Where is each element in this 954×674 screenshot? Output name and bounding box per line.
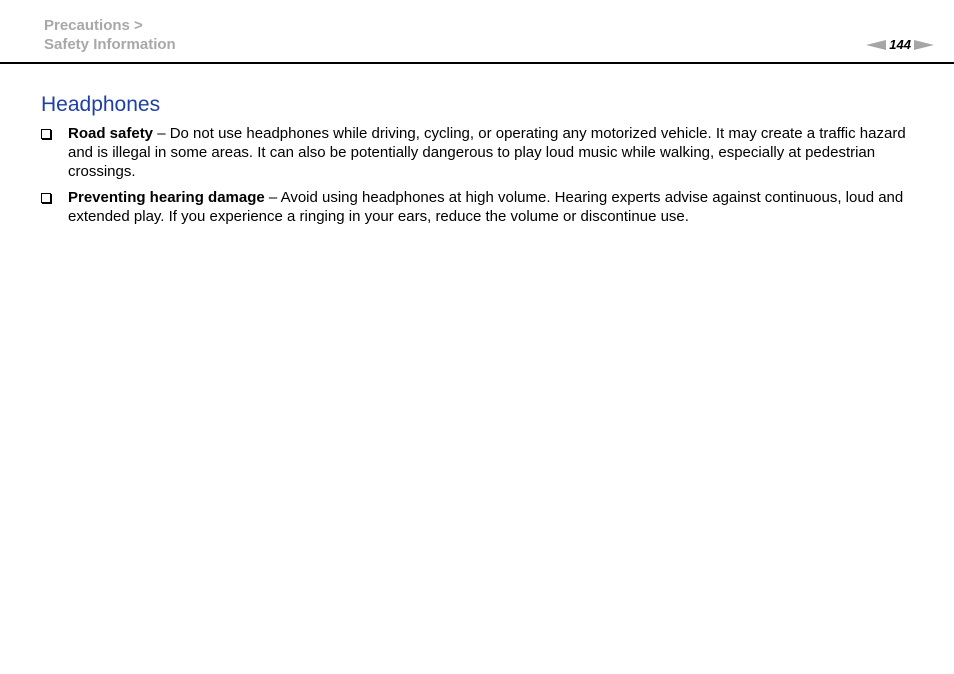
checkbox-bullet-icon: [41, 129, 51, 139]
bullet-list: [41, 124, 921, 226]
breadcrumb-item-precautions[interactable]: Precautions >: [44, 17, 143, 34]
page-number: 144: [889, 37, 911, 52]
item-term: Road safety: [68, 125, 154, 142]
next-page-arrow-icon[interactable]: [914, 40, 934, 50]
item-text: – Do not use headphones while driving, cycling, or operating any motorized vehicle. It may create a traffic hazard and is illegal in some areas. It can also be potentially dangerous to play loud music while walking, especially at pedestrian crossings.: [68, 125, 906, 180]
breadcrumb: [44, 16, 176, 54]
list-item-road-safety: [41, 124, 911, 181]
previous-page-arrow-icon[interactable]: [866, 40, 886, 50]
breadcrumb-item-safety-information[interactable]: Safety Information: [44, 36, 176, 53]
page-navigator: [866, 36, 934, 54]
item-term: Preventing hearing damage: [68, 189, 265, 206]
header-divider: [0, 62, 954, 64]
list-item-preventing-hearing-damage: [41, 188, 911, 226]
main-content: [41, 92, 921, 233]
page-header: [0, 0, 954, 64]
item-text: – Avoid using headphones at high volume. Hearing experts advise against continuous, loud and extended play. If you experience a ringing in your ears, reduce the volume or discontinue use.: [68, 189, 904, 225]
section-title: Headphones: [41, 93, 161, 116]
checkbox-bullet-icon: [41, 193, 51, 203]
